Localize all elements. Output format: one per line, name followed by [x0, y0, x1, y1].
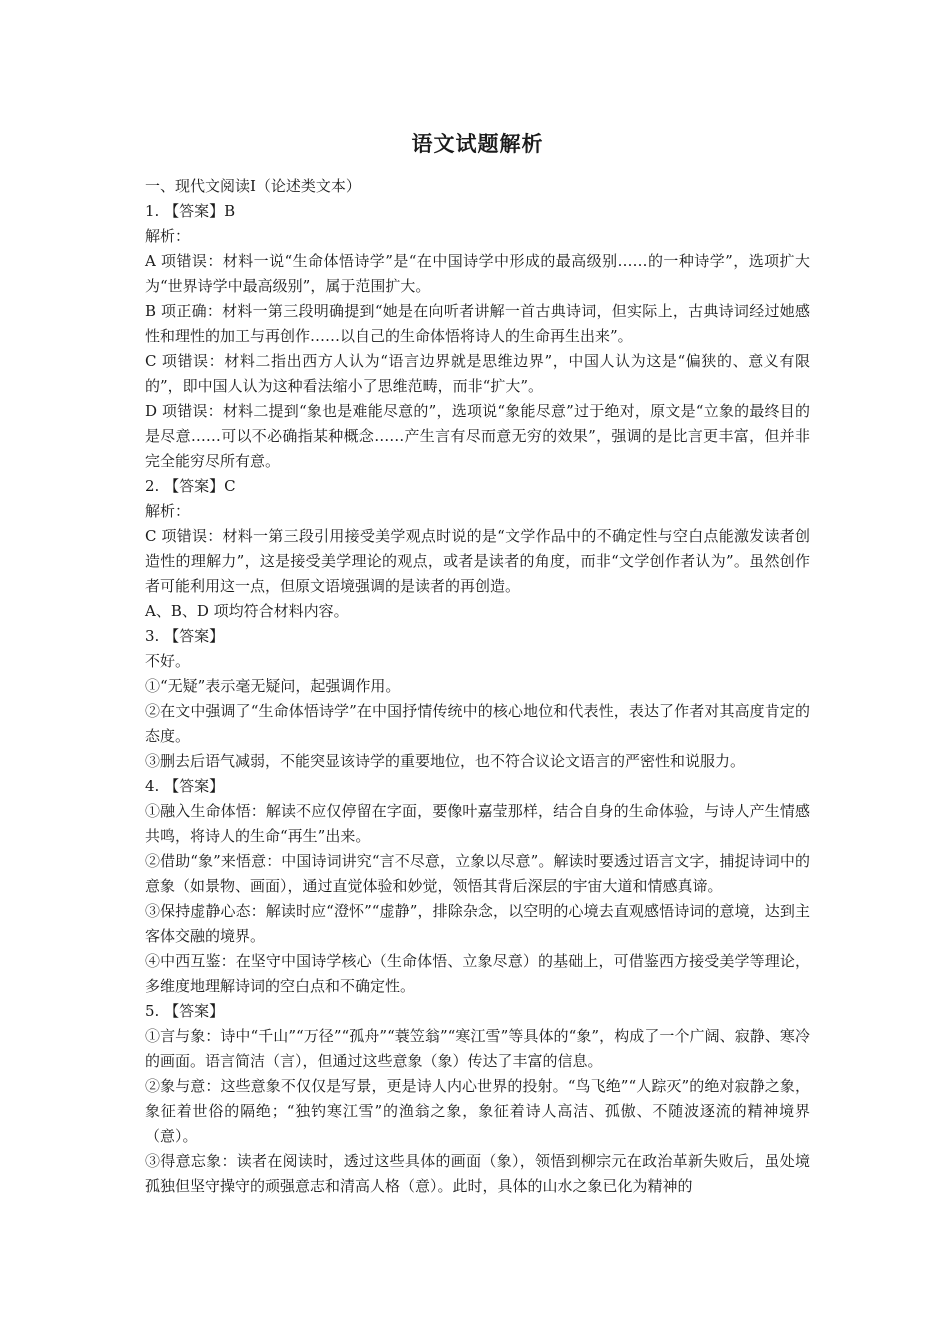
q1-option-d: D 项错误：材料二提到“象也是难能尽意的”，选项说“象能尽意”过于绝对，原文是“立象的最终目的是尽意……可以不必确指某种概念……产生言有尽而意无穷的效果”，强调的是比言更丰富，但并非完全能穷尽所有意。: [145, 402, 810, 470]
q3-verdict: 不好。: [145, 652, 191, 670]
q1-answer: 1. 【答案】B: [145, 202, 236, 220]
q4-answer: 4. 【答案】: [145, 777, 225, 795]
q4-point-2: ②借助“象”来悟意：中国诗词讲究“言不尽意，立象以尽意”。解读时要透过语言文字，捕捉诗词中的意象（如景物、画面），通过直觉体验和妙觉，领悟其背后深层的宇宙大道和情感真谛。: [145, 852, 810, 895]
document-page: [145, 128, 810, 1199]
section-heading: 一、现代文阅读I（论述类文本）: [145, 177, 361, 195]
q5-answer: 5. 【答案】: [145, 1002, 225, 1020]
q4-point-1: ①融入生命体悟：解读不应仅停留在字面，要像叶嘉莹那样，结合自身的生命体验，与诗人产生情感共鸣，将诗人的生命“再生”出来。: [145, 802, 810, 845]
q1-analysis-label: 解析：: [145, 227, 191, 245]
q2-option-c: C 项错误：材料一第三段引用接受美学观点时说的是“文学作品中的不确定性与空白点能激发读者创造性的理解力”，这是接受美学理论的观点，或者是读者的角度，而非“文学创作者认为”。虽然创作者可能利用这一点，但原文语境强调的是读者的再创造。: [145, 527, 810, 595]
q4-point-3: ③保持虚静心态：解读时应“澄怀”“虚静”，排除杂念，以空明的心境去直观感悟诗词的意境，达到主客体交融的境界。: [145, 902, 810, 945]
q5-point-2: ②象与意：这些意象不仅仅是写景，更是诗人内心世界的投射。“鸟飞绝”“人踪灭”的绝对寂静之象，象征着世俗的隔绝；“独钓寒江雪”的渔翁之象，象征着诗人高洁、孤傲、不随波逐流的精神境界（意）。: [145, 1077, 810, 1145]
q3-point-2: ②在文中强调了“生命体悟诗学”在中国抒情传统中的核心地位和代表性，表达了作者对其高度肯定的态度。: [145, 702, 810, 745]
document-title: 语文试题解析: [411, 131, 544, 156]
q2-answer: 2. 【答案】C: [145, 477, 236, 495]
q2-analysis-label: 解析：: [145, 502, 191, 520]
q1-option-a: A 项错误：材料一说“生命体悟诗学”是“在中国诗学中形成的最高级别……的一种诗学”，选项扩大为“世界诗学中最高级别”，属于范围扩大。: [145, 252, 810, 295]
q5-point-1: ①言与象：诗中“千山”“万径”“孤舟”“蓑笠翁”“寒江雪”等具体的“象”，构成了一个广阔、寂静、寒冷的画面。语言简洁（言），但通过这些意象（象）传达了丰富的信息。: [145, 1027, 810, 1070]
q3-point-1: ①“无疑”表示毫无疑问，起强调作用。: [145, 677, 401, 695]
q2-others: A、B、D 项均符合材料内容。: [145, 602, 349, 620]
q5-point-3: ③得意忘象：读者在阅读时，透过这些具体的画面（象），领悟到柳宗元在政治革新失败后，虽处境孤独但坚守操守的顽强意志和清高人格（意）。此时，具体的山水之象已化为精神的: [145, 1152, 810, 1195]
q1-option-b: B 项正确：材料一第三段明确提到“她是在向听者讲解一首古典诗词，但实际上，古典诗词经过她感性和理性的加工与再创作……以自己的生命体悟将诗人的生命再生出来”。: [145, 302, 810, 345]
q3-answer: 3. 【答案】: [145, 627, 225, 645]
q1-option-c: C 项错误：材料二指出西方人认为“语言边界就是思维边界”，中国人认为这是“偏狭的、意义有限的”，即中国人认为这种看法缩小了思维范畴，而非“扩大”。: [145, 352, 810, 395]
q4-point-4: ④中西互鉴：在坚守中国诗学核心（生命体悟、立象尽意）的基础上，可借鉴西方接受美学等理论，多维度地理解诗词的空白点和不确定性。: [145, 952, 810, 995]
q3-point-3: ③删去后语气减弱，不能突显该诗学的重要地位，也不符合议论文语言的严密性和说服力。: [145, 752, 746, 770]
